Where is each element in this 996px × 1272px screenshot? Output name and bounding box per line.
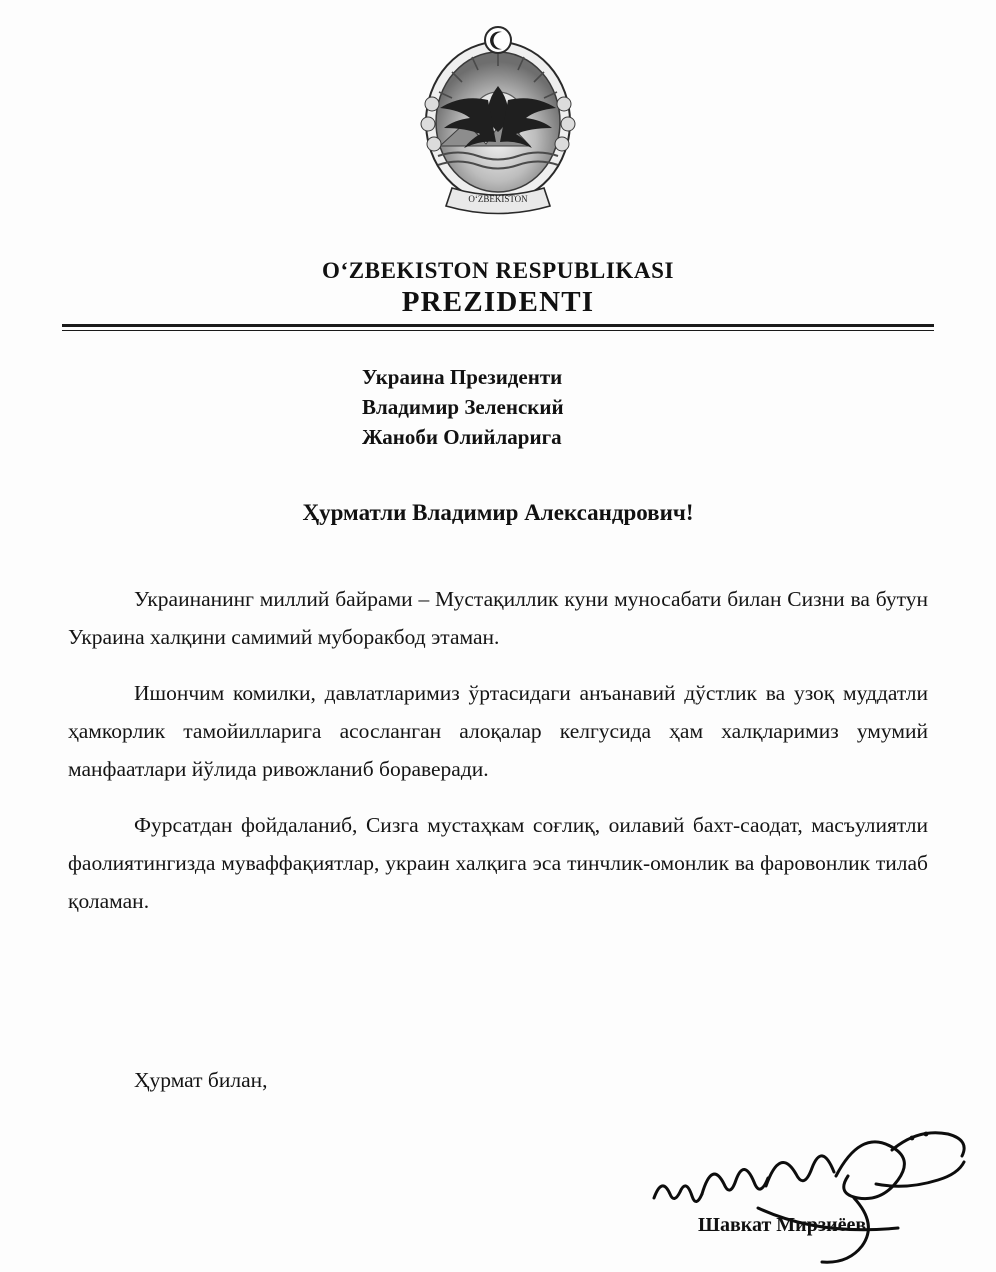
addressee-line-3: Жаноби Олийларига — [362, 425, 562, 449]
addressee-line-1: Украина Президенти — [362, 365, 563, 389]
handwritten-signature-icon — [640, 1120, 980, 1270]
letterhead-line-president: PREZIDENTI — [401, 286, 595, 318]
body-paragraph: Ишончим комилки, давлатларимиз ўртасидаги анъанавий дўстлик ва узоқ муддатли ҳамкорлик тамойилларига асосланган алоқалар келгусида ҳам халқларимиз умумий манфаатлари йўлида ривожланиб бораверади. — [68, 681, 928, 781]
closing-phrase: Ҳурмат билан, — [134, 1068, 268, 1092]
uzbekistan-state-emblem-icon — [408, 26, 588, 236]
salutation: Ҳурматли Владимир Александрович! — [302, 500, 694, 525]
body-paragraph: Украинанинг миллий байрами – Мустақиллик куни муносабати билан Сизни ва бутун Украина халқини самимий муборакбод этаман. — [68, 587, 928, 649]
signature-block — [640, 1120, 980, 1270]
body-paragraph: Фурсатдан фойдаланиб, Сизга мустаҳкам соғлиқ, оилавий бахт-саодат, масъулиятли фаолиятингизда муваффақиятлар, украин халқига эса тинчлик-омонлик ва фаровонлик тилаб қоламан. — [68, 813, 928, 913]
signatory-name: Шавкат Мирзиёев — [698, 1214, 867, 1236]
emblem-container — [0, 26, 996, 236]
addressee-line-2: Владимир Зеленский — [362, 395, 564, 419]
addressee-block — [362, 362, 564, 452]
letterhead-line-republic: O‘ZBEKISTON RESPUBLIKASI — [321, 258, 675, 283]
emblem-ribbon-text: O‘ZBEKISTON — [468, 194, 528, 204]
letter-body — [68, 580, 928, 938]
header-divider — [62, 324, 934, 331]
letterhead — [0, 258, 996, 319]
